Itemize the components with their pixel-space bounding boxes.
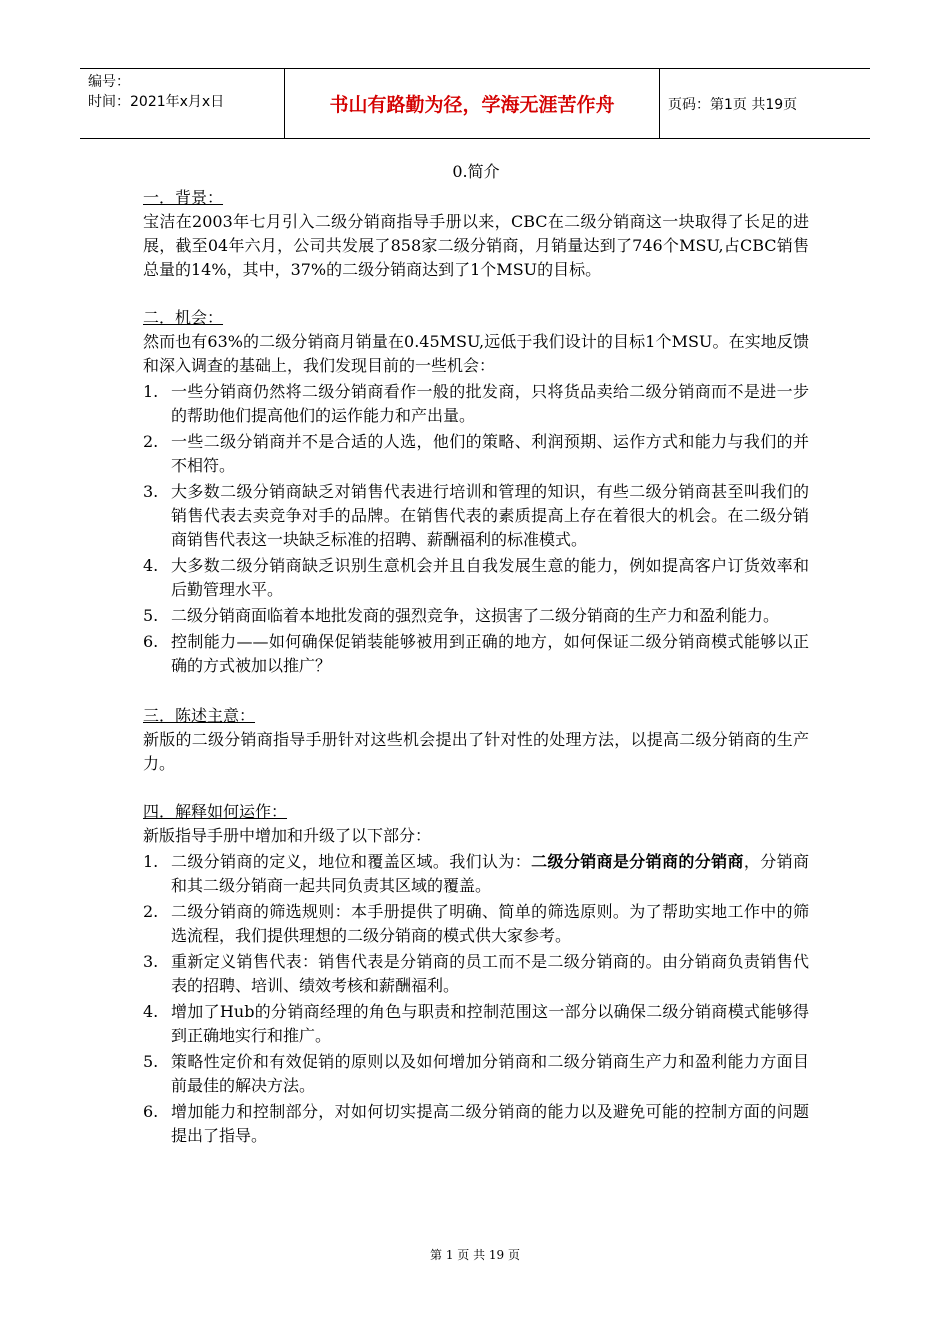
section-heading-text: 四．解释如何运作： <box>143 802 288 821</box>
list-number: 2. <box>143 902 159 921</box>
list-item <box>143 630 809 678</box>
header-code: 编号： <box>88 74 130 90</box>
list-number: 6. <box>143 632 159 651</box>
list-number: 2. <box>143 432 159 451</box>
list-text: ，分销商和其二级分销商一起共同负责其区域的覆盖。 <box>171 852 809 895</box>
list-number: 5. <box>143 606 159 625</box>
section-heading-background <box>143 186 809 210</box>
section-heading-operation <box>143 800 809 824</box>
list-number: 3. <box>143 482 159 501</box>
document-title: 0.简介 <box>452 162 500 181</box>
list-text: 二级分销商的筛选规则：本手册提供了明确、简单的筛选原则。为了帮助实地工作中的筛选流程，我们提供理想的二级分销商的模式供大家参考。 <box>171 902 809 945</box>
list-item <box>143 554 809 602</box>
list-text: 大多数二级分销商缺乏对销售代表进行培训和管理的知识，有些二级分销商甚至叫我们的销售代表去卖竞争对手的品牌。在销售代表的素质提高上存在着很大的机会。在二级分销商销售代表这一块缺乏标准的招聘、薪酬福利的标准模式。 <box>171 482 809 549</box>
section-heading-statement <box>143 704 809 728</box>
operation-intro: 新版指导手册中增加和升级了以下部分： <box>143 826 432 845</box>
background-paragraph: 宝洁在2003年七月引入二级分销商指导手册以来，CBC在二级分销商这一块取得了长足的进展，截至04年六月，公司共发展了858家二级分销商，月销量达到了746个MSU,占CBC销售总量的14%，其中，37%的二级分销商达到了1个MSU的目标。 <box>143 212 809 279</box>
list-text: 二级分销商面临着本地批发商的强烈竞争，这损害了二级分销商的生产力和盈利能力。 <box>171 606 780 625</box>
list-item <box>143 380 809 428</box>
list-item <box>143 850 809 898</box>
page-footer: 第 1 页 共 19 页 <box>430 1248 520 1262</box>
list-number: 6. <box>143 1102 159 1121</box>
section-heading-opportunity <box>143 306 809 330</box>
section-heading-text: 二．机会： <box>143 308 224 327</box>
list-item <box>143 950 809 998</box>
header-meta <box>80 69 285 138</box>
list-number: 3. <box>143 952 159 971</box>
list-number: 4. <box>143 556 159 575</box>
header-motto: 书山有路勤为径，学海无涯苦作舟 <box>285 69 660 138</box>
document-body <box>143 160 809 1150</box>
list-item <box>143 480 809 552</box>
header-date: 时间：2021年x月x日 <box>88 94 225 110</box>
section-heading-text: 一．背景： <box>143 188 224 207</box>
list-text: 一些分销商仍然将二级分销商看作一般的批发商，只将货品卖给二级分销商而不是进一步的帮助他们提高他们的运作能力和产出量。 <box>171 382 809 425</box>
list-text: 二级分销商的定义，地位和覆盖区域。我们认为： <box>171 852 532 871</box>
list-item <box>143 604 809 628</box>
list-number: 5. <box>143 1052 159 1071</box>
list-item <box>143 1100 809 1148</box>
list-number: 1. <box>143 382 159 401</box>
list-item <box>143 900 809 948</box>
operation-list <box>143 850 809 1148</box>
list-item <box>143 430 809 478</box>
list-text-emphasis: 二级分销商是分销商的分销商 <box>531 852 744 871</box>
list-text: 策略性定价和有效促销的原则以及如何增加分销商和二级分销商生产力和盈利能力方面目前最佳的解决方法。 <box>171 1052 809 1095</box>
opportunity-intro: 然而也有63%的二级分销商月销量在0.45MSU,远低于我们设计的目标1个MSU。在实地反馈和深入调查的基础上，我们发现目前的一些机会： <box>143 332 809 375</box>
list-text: 增加能力和控制部分，对如何切实提高二级分销商的能力以及避免可能的控制方面的问题提出了指导。 <box>171 1102 809 1145</box>
header-page-number: 页码：第1页 共19页 <box>668 96 798 113</box>
opportunity-list <box>143 380 809 678</box>
list-number: 4. <box>143 1002 159 1021</box>
list-text: 控制能力——如何确保促销装能够被用到正确的地方，如何保证二级分销商模式能够以正确的方式被加以推广？ <box>171 632 809 675</box>
list-text: 增加了Hub的分销商经理的角色与职责和控制范围这一部分以确保二级分销商模式能够得到正确地实行和推广。 <box>171 1002 809 1045</box>
list-item <box>143 1000 809 1048</box>
list-number: 1. <box>143 852 159 871</box>
statement-paragraph: 新版的二级分销商指导手册针对这些机会提出了针对性的处理方法，以提高二级分销商的生产力。 <box>143 730 809 773</box>
list-text: 一些二级分销商并不是合适的人选，他们的策略、利润预期、运作方式和能力与我们的并不相符。 <box>171 432 809 475</box>
list-text: 大多数二级分销商缺乏识别生意机会并且自我发展生意的能力，例如提高客户订货效率和后勤管理水平。 <box>171 556 809 599</box>
list-text: 重新定义销售代表：销售代表是分销商的员工而不是二级分销商的。由分销商负责销售代表的招聘、培训、绩效考核和薪酬福利。 <box>171 952 809 995</box>
section-heading-text: 三．陈述主意： <box>143 706 256 725</box>
page-header <box>80 68 870 139</box>
list-item <box>143 1050 809 1098</box>
